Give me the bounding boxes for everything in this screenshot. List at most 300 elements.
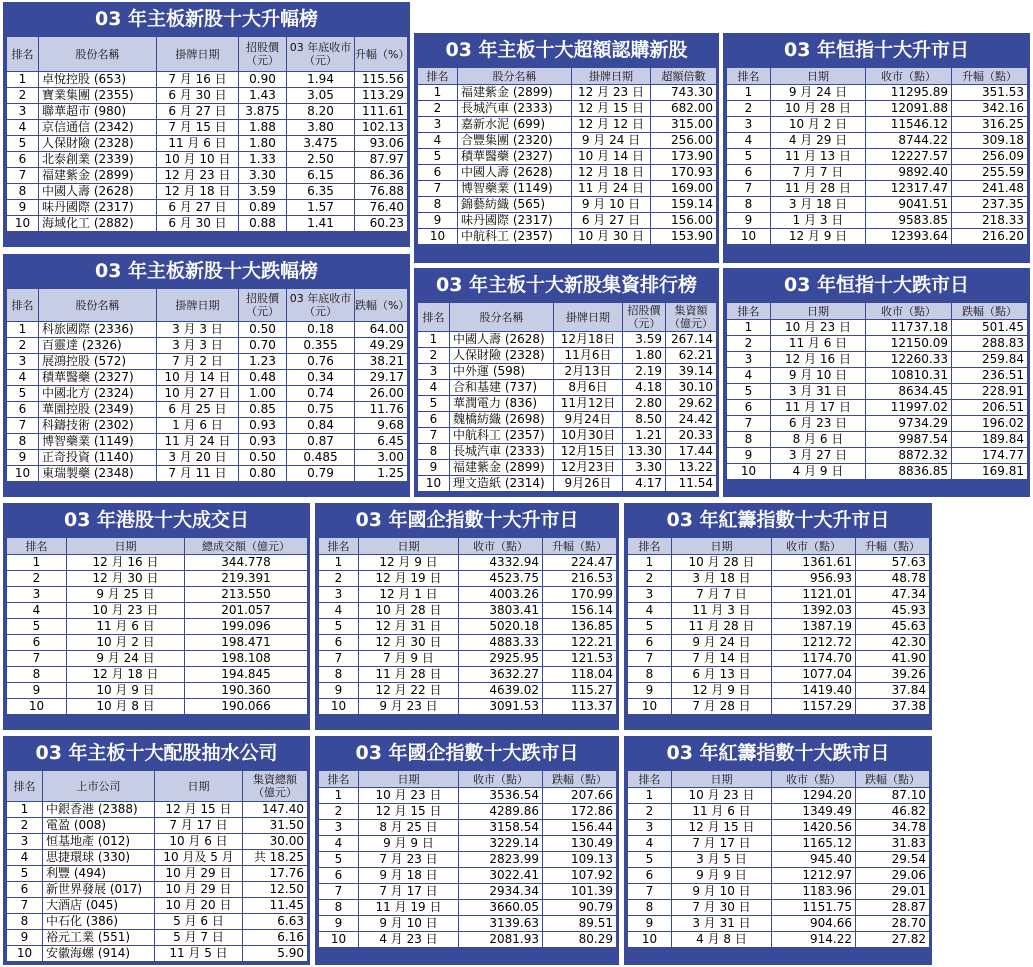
- table-cell: 3: [418, 117, 458, 133]
- table-cell: 7: [7, 898, 43, 914]
- column-header: 排名: [628, 771, 672, 788]
- table-cell: 57.63: [856, 555, 930, 571]
- table-row: [727, 352, 1028, 368]
- table-cell: 12 月 30 日: [67, 571, 185, 587]
- table-cell: 中國人壽 (2628): [450, 332, 554, 348]
- table-cell: 224.47: [543, 555, 617, 571]
- table-cell: 0.75: [287, 402, 355, 418]
- table-cell: 10 月 23 日: [67, 603, 185, 619]
- table-row: [628, 868, 930, 884]
- table-cell: 3: [7, 587, 67, 603]
- table-cell: 6.45: [355, 434, 408, 450]
- table-row: [7, 635, 308, 651]
- table-cell: 恒基地產 (012): [43, 834, 155, 850]
- table-cell: 0.48: [239, 370, 287, 386]
- table-cell: 2.19: [623, 364, 666, 380]
- table-row: [628, 667, 930, 683]
- table-cell: 10 月 2 日: [771, 117, 866, 133]
- table-cell: 11737.18: [866, 320, 952, 336]
- table-cell: 3: [727, 117, 771, 133]
- table-cell: 89.51: [543, 916, 617, 932]
- table-row: [7, 168, 408, 184]
- table-cell: 2: [7, 338, 39, 354]
- table-cell: 11 月 6 日: [771, 336, 866, 352]
- table-cell: 4 月 9 日: [771, 464, 866, 480]
- table-cell: 10 月 10 日: [157, 152, 239, 168]
- table-cell: 6: [418, 165, 458, 181]
- table-cell: 12 月 30 日: [359, 635, 459, 651]
- table-cell: 0.90: [239, 72, 287, 88]
- table-cell: 130.49: [543, 836, 617, 852]
- table-panel-oversubscribed: [414, 33, 719, 263]
- table-cell: 1: [319, 788, 359, 804]
- column-header: 跌幅（點）: [543, 771, 617, 788]
- table-cell: 8634.45: [866, 384, 952, 400]
- table-cell: 7 月 15 日: [157, 120, 239, 136]
- table-cell: 156.00: [651, 213, 717, 229]
- table-cell: 4: [7, 850, 43, 866]
- table-cell: 4: [418, 380, 450, 396]
- table-cell: 10: [7, 216, 39, 232]
- panel-title: 03 年主板十大新股集資排行榜: [435, 274, 698, 296]
- table-cell: 10 月 20 日: [155, 898, 243, 914]
- data-table: [6, 288, 408, 482]
- table-cell: 東瑞製藥 (2348): [39, 466, 157, 482]
- table-cell: 12227.57: [866, 149, 952, 165]
- table-cell: 201.057: [185, 603, 308, 619]
- table-cell: 3.875: [239, 104, 287, 120]
- table-cell: 0.84: [287, 418, 355, 434]
- header-row: [7, 538, 308, 555]
- table-cell: 3 月 27 日: [771, 448, 866, 464]
- table-cell: 8: [319, 667, 359, 683]
- table-cell: 30.10: [666, 380, 717, 396]
- table-cell: 256.00: [651, 133, 717, 149]
- table-cell: 1: [7, 555, 67, 571]
- table-row: [7, 184, 408, 200]
- table-cell: 科鑄技術 (2302): [39, 418, 157, 434]
- table-cell: 122.21: [543, 635, 617, 651]
- table-cell: 3091.53: [459, 699, 543, 715]
- table-row: [7, 450, 408, 466]
- column-header: 掛牌日期: [157, 37, 239, 72]
- table-row: [418, 117, 717, 133]
- table-row: [418, 332, 717, 348]
- table-row: [418, 213, 717, 229]
- table-cell: 4: [7, 370, 39, 386]
- table-row: [727, 432, 1028, 448]
- column-header: 日期: [155, 771, 243, 802]
- column-header: 收市（點）: [772, 538, 856, 555]
- table-cell: 11.45: [243, 898, 308, 914]
- table-cell: 7 月 30 日: [672, 900, 772, 916]
- table-cell: 0.93: [239, 434, 287, 450]
- table-cell: 3: [418, 364, 450, 380]
- table-cell: 4.17: [623, 476, 666, 492]
- table-cell: 2: [727, 336, 771, 352]
- table-cell: 5: [7, 136, 39, 152]
- table-cell: 46.82: [856, 804, 930, 820]
- table-cell: 90.79: [543, 900, 617, 916]
- table-row: [7, 402, 408, 418]
- table-row: [418, 197, 717, 213]
- table-cell: 9: [628, 683, 672, 699]
- table-cell: 5020.18: [459, 619, 543, 635]
- table-row: [727, 464, 1028, 480]
- table-cell: 12 月 9 日: [672, 683, 772, 699]
- table-cell: 12 月 16 日: [67, 555, 185, 571]
- table-row: [319, 788, 617, 804]
- table-cell: 2.80: [623, 396, 666, 412]
- table-cell: 6: [727, 165, 771, 181]
- table-cell: 10 月 28 日: [359, 603, 459, 619]
- column-header: 升幅（點）: [543, 538, 617, 555]
- table-row: [7, 152, 408, 168]
- column-header: 03 年底收市（元）: [287, 289, 355, 322]
- table-panel-ipo-fundraising: [414, 268, 719, 497]
- table-cell: 1: [418, 85, 458, 101]
- table-cell: 159.14: [651, 197, 717, 213]
- table-cell: 7: [418, 181, 458, 197]
- table-cell: 12 月 9 日: [771, 229, 866, 245]
- table-cell: 309.18: [952, 133, 1028, 149]
- column-header: 股分名稱: [450, 303, 554, 332]
- table-cell: 9: [7, 930, 43, 946]
- table-cell: 3: [727, 352, 771, 368]
- table-cell: 13.30: [623, 444, 666, 460]
- data-table: [627, 770, 930, 948]
- table-cell: 6: [319, 868, 359, 884]
- table-cell: 13.22: [666, 460, 717, 476]
- table-cell: 8: [319, 900, 359, 916]
- table-cell: 2: [319, 571, 359, 587]
- table-cell: 利豐 (494): [43, 866, 155, 882]
- table-cell: 8: [7, 434, 39, 450]
- table-cell: 17.76: [243, 866, 308, 882]
- table-cell: 1: [727, 320, 771, 336]
- table-cell: 0.70: [239, 338, 287, 354]
- table-cell: 288.83: [952, 336, 1028, 352]
- column-header: 總成交額（億元）: [185, 538, 308, 555]
- header-row: [7, 37, 408, 72]
- data-table: [726, 302, 1028, 480]
- table-cell: 9: [319, 683, 359, 699]
- table-cell: 0.93: [239, 418, 287, 434]
- table-cell: 味丹國際 (2317): [458, 213, 572, 229]
- table-cell: 中國人壽 (2628): [458, 165, 572, 181]
- table-cell: 中國北方 (2324): [39, 386, 157, 402]
- table-cell: 1: [628, 788, 672, 804]
- panel-title: 03 年紅籌指數十大升市日: [666, 509, 890, 531]
- table-cell: 9.68: [355, 418, 408, 434]
- table-cell: 9987.54: [866, 432, 952, 448]
- table-row: [628, 900, 930, 916]
- table-cell: 24.42: [666, 412, 717, 428]
- table-cell: 3632.27: [459, 667, 543, 683]
- table-cell: 4: [7, 120, 39, 136]
- table-cell: 1.21: [623, 428, 666, 444]
- table-cell: 213.550: [185, 587, 308, 603]
- table-cell: 109.13: [543, 852, 617, 868]
- data-table: [6, 537, 308, 715]
- table-cell: 合和基建 (737): [450, 380, 554, 396]
- table-cell: 4 月 29 日: [771, 133, 866, 149]
- table-row: [7, 418, 408, 434]
- table-cell: 0.50: [239, 322, 287, 338]
- table-cell: 9 月 10 日: [359, 916, 459, 932]
- table-row: [418, 133, 717, 149]
- column-header: 股分名稱: [458, 68, 572, 85]
- table-cell: 1: [7, 72, 39, 88]
- data-table: [417, 302, 717, 492]
- table-row: [727, 400, 1028, 416]
- table-cell: 8: [727, 197, 771, 213]
- table-cell: 11 月 13 日: [771, 149, 866, 165]
- table-row: [628, 852, 930, 868]
- table-cell: 2: [319, 804, 359, 820]
- column-header: 上市公司: [43, 771, 155, 802]
- table-cell: 113.29: [355, 88, 408, 104]
- table-cell: 9 月 24 日: [67, 651, 185, 667]
- table-cell: 9: [727, 213, 771, 229]
- table-cell: 0.88: [239, 216, 287, 232]
- table-cell: 聯華超市 (980): [39, 104, 157, 120]
- table-cell: 216.53: [543, 571, 617, 587]
- table-cell: 12 月 23 日: [157, 168, 239, 184]
- table-cell: 8 月 6 日: [771, 432, 866, 448]
- table-cell: 3: [7, 354, 39, 370]
- header-row: [628, 538, 930, 555]
- table-row: [628, 916, 930, 932]
- table-cell: 48.78: [856, 571, 930, 587]
- header-row: [319, 538, 617, 555]
- panel-title: 03 年紅籌指數十大跌市日: [666, 742, 890, 764]
- table-row: [7, 699, 308, 715]
- table-cell: 4289.86: [459, 804, 543, 820]
- table-cell: 12 月 9 日: [359, 555, 459, 571]
- table-row: [628, 619, 930, 635]
- table-cell: 12 月 22 日: [359, 683, 459, 699]
- table-cell: 6: [418, 412, 450, 428]
- table-cell: 福建紫金 (2899): [458, 85, 572, 101]
- table-cell: 4: [7, 603, 67, 619]
- column-header: 收市（點）: [866, 68, 952, 85]
- column-header: 跌幅（點）: [856, 771, 930, 788]
- table-cell: 4: [628, 836, 672, 852]
- table-cell: 思捷環球 (330): [43, 850, 155, 866]
- table-cell: 4332.94: [459, 555, 543, 571]
- panel-title: 03 年主板十大超額認購新股: [445, 39, 688, 61]
- table-row: [7, 651, 308, 667]
- table-cell: 190.066: [185, 699, 308, 715]
- table-row: [7, 683, 308, 699]
- table-cell: 107.92: [543, 868, 617, 884]
- table-cell: 安徽海螺 (914): [43, 946, 155, 962]
- table-cell: 12 月 15 日: [359, 804, 459, 820]
- table-cell: 4.18: [623, 380, 666, 396]
- column-header: 招股價（元）: [623, 303, 666, 332]
- column-header: 招股價（元）: [239, 289, 287, 322]
- table-cell: 10: [628, 699, 672, 715]
- table-cell: 11 月 24 日: [572, 181, 651, 197]
- table-cell: 259.84: [952, 352, 1028, 368]
- table-cell: 1.00: [239, 386, 287, 402]
- table-cell: 7 月 7 日: [771, 165, 866, 181]
- table-row: [319, 804, 617, 820]
- table-cell: 中航科工 (2357): [458, 229, 572, 245]
- table-cell: 海域化工 (2882): [39, 216, 157, 232]
- table-cell: 9 月 10 日: [572, 197, 651, 213]
- table-cell: 27.82: [856, 932, 930, 948]
- table-cell: 12 月 16 日: [771, 352, 866, 368]
- table-cell: 37.84: [856, 683, 930, 699]
- table-cell: 中外運 (598): [450, 364, 554, 380]
- table-cell: 10: [418, 476, 450, 492]
- table-row: [727, 448, 1028, 464]
- table-cell: 30.00: [243, 834, 308, 850]
- table-cell: 6 月 30 日: [157, 88, 239, 104]
- table-row: [7, 338, 408, 354]
- table-cell: 342.16: [952, 101, 1028, 117]
- table-cell: 237.35: [952, 197, 1028, 213]
- table-cell: 10 月及 5 月: [155, 850, 243, 866]
- table-cell: 10 月 23 日: [771, 320, 866, 336]
- table-cell: 6.16: [243, 930, 308, 946]
- header-row: [7, 771, 308, 802]
- table-cell: 3.59: [623, 332, 666, 348]
- table-panel-ipo-gainers: [3, 2, 410, 247]
- table-cell: 115.27: [543, 683, 617, 699]
- table-cell: 5: [7, 619, 67, 635]
- table-row: [319, 820, 617, 836]
- column-header: 排名: [727, 68, 771, 85]
- table-cell: 199.096: [185, 619, 308, 635]
- table-cell: 6 月 30 日: [157, 216, 239, 232]
- table-cell: 9月26日: [554, 476, 623, 492]
- table-cell: 198.108: [185, 651, 308, 667]
- table-cell: 10 月 8 日: [67, 699, 185, 715]
- table-cell: 人保財險 (2328): [39, 136, 157, 152]
- header-row: [727, 303, 1028, 320]
- table-cell: 3: [7, 104, 39, 120]
- table-row: [319, 635, 617, 651]
- table-cell: 11 月 17 日: [771, 400, 866, 416]
- table-cell: 8: [628, 900, 672, 916]
- table-cell: 3 月 31 日: [771, 384, 866, 400]
- table-cell: 6.15: [287, 168, 355, 184]
- table-cell: 10: [7, 466, 39, 482]
- table-row: [319, 619, 617, 635]
- table-cell: 12 月 18 日: [157, 184, 239, 200]
- table-row: [628, 635, 930, 651]
- table-cell: 904.66: [772, 916, 856, 932]
- table-cell: 9 月 25 日: [67, 587, 185, 603]
- table-cell: 12 月 31 日: [359, 619, 459, 635]
- table-cell: 3 月 3 日: [157, 322, 239, 338]
- table-cell: 45.93: [856, 603, 930, 619]
- table-cell: 11月12日: [554, 396, 623, 412]
- table-cell: 3 月 31 日: [672, 916, 772, 932]
- table-cell: 9: [7, 200, 39, 216]
- table-cell: 9月24日: [554, 412, 623, 428]
- table-cell: 1.41: [287, 216, 355, 232]
- table-cell: 正奇投資 (1140): [39, 450, 157, 466]
- table-cell: 0.50: [239, 450, 287, 466]
- table-row: [7, 216, 408, 232]
- table-cell: 2934.34: [459, 884, 543, 900]
- table-row: [319, 868, 617, 884]
- table-cell: 人保財險 (2328): [450, 348, 554, 364]
- table-row: [319, 836, 617, 852]
- table-cell: 3: [319, 587, 359, 603]
- table-cell: 1.94: [287, 72, 355, 88]
- table-row: [7, 354, 408, 370]
- table-panel-turnover-days: [3, 503, 310, 730]
- table-cell: 3 月 5 日: [672, 852, 772, 868]
- table-cell: 12317.47: [866, 181, 952, 197]
- table-row: [418, 165, 717, 181]
- table-cell: 102.13: [355, 120, 408, 136]
- table-cell: 2: [7, 571, 67, 587]
- table-cell: 理文造紙 (2314): [450, 476, 554, 492]
- table-cell: 2: [628, 571, 672, 587]
- table-row: [727, 416, 1028, 432]
- table-cell: 11 月 19 日: [359, 900, 459, 916]
- table-row: [319, 555, 617, 571]
- table-cell: 1.33: [239, 152, 287, 168]
- table-cell: 7 月 9 日: [359, 651, 459, 667]
- table-cell: 190.360: [185, 683, 308, 699]
- table-cell: 10: [418, 229, 458, 245]
- table-cell: 20.33: [666, 428, 717, 444]
- table-cell: 1419.40: [772, 683, 856, 699]
- table-cell: 4 月 23 日: [359, 932, 459, 948]
- column-header: 集資額（億元）: [666, 303, 717, 332]
- table-cell: 1.25: [355, 466, 408, 482]
- data-table: [417, 67, 717, 245]
- table-cell: 172.86: [543, 804, 617, 820]
- header-row: [418, 303, 717, 332]
- table-cell: 9041.51: [866, 197, 952, 213]
- table-cell: 11.76: [355, 402, 408, 418]
- table-cell: 11 月 24 日: [157, 434, 239, 450]
- table-row: [7, 914, 308, 930]
- table-row: [727, 149, 1028, 165]
- table-cell: 1.80: [623, 348, 666, 364]
- table-cell: 10 月 14 日: [572, 149, 651, 165]
- table-cell: 12 月 18 日: [67, 667, 185, 683]
- table-cell: 10 月 29 日: [155, 866, 243, 882]
- table-cell: 中航科工 (2357): [450, 428, 554, 444]
- table-cell: 0.79: [287, 466, 355, 482]
- table-cell: 12393.64: [866, 229, 952, 245]
- table-cell: 大酒店 (045): [43, 898, 155, 914]
- table-row: [418, 396, 717, 412]
- table-cell: 7: [7, 651, 67, 667]
- table-cell: 4: [319, 836, 359, 852]
- table-row: [418, 149, 717, 165]
- table-cell: 7: [727, 416, 771, 432]
- table-cell: 9: [727, 448, 771, 464]
- table-cell: 0.85: [239, 402, 287, 418]
- table-cell: 945.40: [772, 852, 856, 868]
- table-cell: 49.29: [355, 338, 408, 354]
- column-header: 跌幅（%）: [355, 289, 408, 322]
- table-cell: 86.36: [355, 168, 408, 184]
- table-cell: 26.00: [355, 386, 408, 402]
- table-row: [628, 699, 930, 715]
- table-cell: 111.61: [355, 104, 408, 120]
